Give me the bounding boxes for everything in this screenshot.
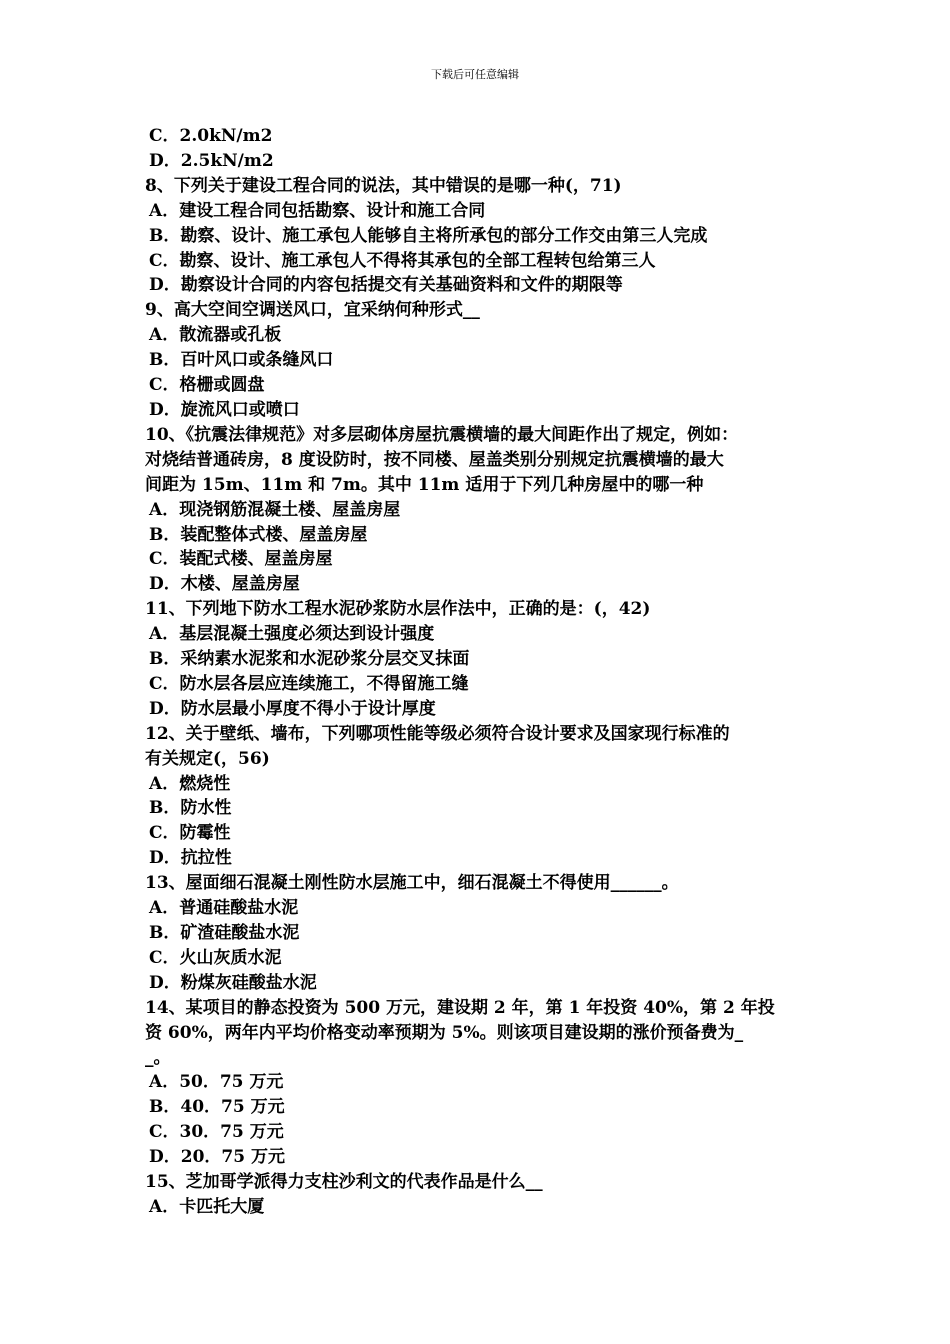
answer-option: C．防霉性 — [149, 823, 231, 844]
answer-option: A．现浇钢筋混凝土楼、屋盖房屋 — [149, 499, 401, 520]
answer-option: C．防水层各层应连续施工，不得留施工缝 — [149, 673, 469, 694]
answer-option: A．50．75 万元 — [149, 1072, 284, 1093]
page-header: 下载后可任意编辑 — [431, 68, 519, 81]
answer-option: A．卡匹托大厦 — [149, 1196, 265, 1217]
question-text: 12、关于壁纸、墙布，下列哪项性能等级必须符合设计要求及国家现行标准的 — [145, 723, 730, 744]
answer-option: B．矿渣硅酸盐水泥 — [149, 923, 300, 943]
answer-option: C．装配式楼、屋盖房屋 — [149, 549, 333, 570]
answer-option: A．建设工程合同包括勘察、设计和施工合同 — [149, 200, 486, 221]
answer-option: A．散流器或孔板 — [149, 325, 282, 346]
question-text: 15、芝加哥学派得力支柱沙利文的代表作品是什么__ — [145, 1172, 543, 1193]
answer-option: C．30．75 万元 — [149, 1122, 284, 1143]
question-text: 对烧结普通砖房，8 度设防时，按不同楼、屋盖类别分别规定抗震横墙的最大 — [145, 449, 724, 470]
answer-option: B．采纳素水泥浆和水泥砂浆分层交叉抹面 — [149, 649, 470, 670]
answer-option: D．防水层最小厚度不得小于设计厚度 — [149, 698, 436, 719]
question-text: 14、某项目的静态投资为 500 万元，建设期 2 年，第 1 年投资 40%，第 2 年投 — [145, 997, 775, 1018]
answer-option: D．旋流风口或喷口 — [149, 399, 300, 420]
answer-option: C．2.0kN/m2 — [149, 126, 273, 146]
answer-option: D．粉煤灰硅酸盐水泥 — [149, 972, 317, 993]
question-text: 13、屋面细石混凝土刚性防水层施工中，细石混凝土不得使用______。 — [145, 873, 679, 894]
question-text: 资 60%，两年内平均价格变动率预期为 5%。则该项目建设期的涨价预备费为_ — [145, 1022, 744, 1043]
answer-option: C．格栅或圆盘 — [149, 375, 265, 396]
answer-option: C．勘察、设计、施工承包人不得将其承包的全部工程转包给第三人 — [149, 250, 656, 271]
answer-option: B．装配整体式楼、屋盖房屋 — [149, 524, 368, 545]
question-text: 8、下列关于建设工程合同的说法，其中错误的是哪一种(，71) — [145, 175, 622, 196]
question-text: 间距为 15m、11m 和 7m。其中 11m 适用于下列几种房屋中的哪一种 — [145, 474, 704, 495]
answer-option: D．木楼、屋盖房屋 — [149, 574, 300, 595]
answer-option: D．抗拉性 — [149, 848, 232, 869]
answer-option: B．防水性 — [149, 798, 232, 819]
question-text: 有关规定(，56) — [145, 748, 270, 769]
document-body — [145, 124, 813, 1220]
answer-option: B．勘察、设计、施工承包人能够自主将所承包的部分工作交由第三人完成 — [149, 225, 708, 246]
answer-option: B．40．75 万元 — [149, 1097, 285, 1118]
question-text: 11、下列地下防水工程水泥砂浆防水层作法中，正确的是：(，42) — [145, 599, 651, 620]
answer-option: A．普通硅酸盐水泥 — [149, 898, 299, 919]
question-text: 9、高大空间空调送风口，宜采纳何种形式__ — [145, 300, 480, 321]
answer-option: B．百叶风口或条缝风口 — [149, 350, 334, 371]
question-text: 10、《抗震法律规范》对多层砌体房屋抗震横墙的最大间距作出了规定，例如： — [145, 424, 739, 445]
answer-option: A．燃烧性 — [149, 773, 231, 794]
question-text: _。 — [145, 1047, 171, 1068]
answer-option: D．2.5kN/m2 — [149, 150, 274, 171]
answer-option: C．火山灰质水泥 — [149, 947, 282, 968]
answer-option: D．20．75 万元 — [149, 1147, 285, 1168]
answer-option: D．勘察设计合同的内容包括提交有关基础资料和文件的期限等 — [149, 275, 623, 296]
answer-option: A．基层混凝土强度必须达到设计强度 — [149, 624, 435, 645]
